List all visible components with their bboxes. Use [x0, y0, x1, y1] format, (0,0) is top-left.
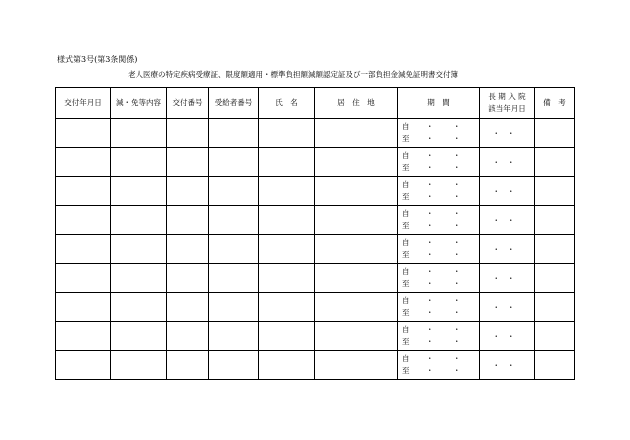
period-from-date-dots: ・ ・ [426, 354, 467, 363]
reduction-content-cell[interactable] [111, 322, 167, 351]
issue-date-cell[interactable] [56, 148, 111, 177]
issue-date-cell[interactable] [56, 177, 111, 206]
address-cell[interactable] [315, 119, 398, 148]
period-from-line [402, 179, 479, 191]
period-to-date-dots: ・ ・ [426, 163, 467, 172]
period-to-date-dots: ・ ・ [426, 221, 467, 230]
long-term-date-cell[interactable] [480, 148, 535, 177]
issue-date-cell[interactable] [56, 235, 111, 264]
period-cell[interactable] [398, 235, 480, 264]
period-from-label: 自 [402, 151, 410, 160]
period-from-line [402, 295, 479, 307]
period-to-line [402, 191, 479, 203]
issue-date-cell[interactable] [56, 351, 111, 380]
beneficiary-number-cell[interactable] [209, 206, 259, 235]
beneficiary-number-cell[interactable] [209, 264, 259, 293]
period-from-label: 自 [402, 238, 410, 247]
header-name: 氏 名 [259, 88, 315, 119]
long-term-date-dots: ・・ [492, 157, 522, 167]
table-row [56, 351, 575, 380]
issue-date-cell[interactable] [56, 264, 111, 293]
reduction-content-cell[interactable] [111, 177, 167, 206]
address-cell[interactable] [315, 206, 398, 235]
remarks-cell[interactable] [535, 293, 575, 322]
reduction-content-cell[interactable] [111, 148, 167, 177]
reduction-content-cell[interactable] [111, 235, 167, 264]
issuance-ledger-table [55, 87, 575, 380]
beneficiary-number-cell[interactable] [209, 177, 259, 206]
name-cell[interactable] [259, 177, 315, 206]
period-to-line [402, 365, 479, 377]
remarks-cell[interactable] [535, 322, 575, 351]
remarks-cell[interactable] [535, 177, 575, 206]
long-term-date-cell[interactable] [480, 119, 535, 148]
issue-number-cell[interactable] [167, 119, 209, 148]
table-row [56, 177, 575, 206]
ledger-body [56, 119, 575, 380]
remarks-cell[interactable] [535, 148, 575, 177]
long-term-date-dots: ・・ [492, 128, 522, 138]
long-term-date-dots: ・・ [492, 215, 522, 225]
header-remarks: 備 考 [535, 88, 575, 119]
period-from-line [402, 208, 479, 220]
long-term-date-cell[interactable] [480, 206, 535, 235]
issue-number-cell[interactable] [167, 264, 209, 293]
header-long-term-line2: 該当年月日 [488, 104, 526, 113]
period-from-label: 自 [402, 209, 410, 218]
period-to-date-dots: ・ ・ [426, 134, 467, 143]
remarks-cell[interactable] [535, 206, 575, 235]
period-cell[interactable] [398, 293, 480, 322]
issue-number-cell[interactable] [167, 322, 209, 351]
period-cell[interactable] [398, 119, 480, 148]
long-term-date-dots: ・・ [492, 331, 522, 341]
beneficiary-number-cell[interactable] [209, 322, 259, 351]
remarks-cell[interactable] [535, 119, 575, 148]
remarks-cell[interactable] [535, 264, 575, 293]
header-row [56, 88, 575, 119]
address-cell[interactable] [315, 293, 398, 322]
period-to-label: 至 [402, 308, 410, 317]
reduction-content-cell[interactable] [111, 293, 167, 322]
beneficiary-number-cell[interactable] [209, 235, 259, 264]
long-term-date-cell[interactable] [480, 293, 535, 322]
header-address: 居 住 地 [315, 88, 398, 119]
period-from-date-dots: ・ ・ [426, 180, 467, 189]
period-from-label: 自 [402, 122, 410, 131]
long-term-date-dots: ・・ [492, 360, 522, 370]
name-cell[interactable] [259, 235, 315, 264]
document-title: 老人医療の特定疾病受療証、限度額適用・標準負担額減額認定証及び一部負担金減免証明書交付簿 [128, 70, 458, 79]
period-to-date-dots: ・ ・ [426, 250, 467, 259]
period-to-label: 至 [402, 134, 410, 143]
header-beneficiary-number: 受給者番号 [209, 88, 259, 119]
period-from-date-dots: ・ ・ [426, 267, 467, 276]
form-number: 様式第3号(第3条関係) [57, 55, 138, 64]
beneficiary-number-cell[interactable] [209, 351, 259, 380]
period-from-line [402, 237, 479, 249]
period-from-label: 自 [402, 354, 410, 363]
period-from-line [402, 150, 479, 162]
long-term-date-dots: ・・ [492, 273, 522, 283]
period-to-label: 至 [402, 366, 410, 375]
issue-date-cell[interactable] [56, 119, 111, 148]
table-row [56, 235, 575, 264]
name-cell[interactable] [259, 322, 315, 351]
period-to-date-dots: ・ ・ [426, 366, 467, 375]
name-cell[interactable] [259, 119, 315, 148]
address-cell[interactable] [315, 322, 398, 351]
period-to-date-dots: ・ ・ [426, 308, 467, 317]
period-from-line [402, 121, 479, 133]
beneficiary-number-cell[interactable] [209, 293, 259, 322]
period-to-line [402, 336, 479, 348]
period-to-line [402, 249, 479, 261]
long-term-date-dots: ・・ [492, 244, 522, 254]
long-term-date-cell[interactable] [480, 322, 535, 351]
period-to-date-dots: ・ ・ [426, 337, 467, 346]
period-from-date-dots: ・ ・ [426, 296, 467, 305]
name-cell[interactable] [259, 351, 315, 380]
beneficiary-number-cell[interactable] [209, 119, 259, 148]
period-to-line [402, 278, 479, 290]
address-cell[interactable] [315, 351, 398, 380]
period-to-line [402, 162, 479, 174]
issue-date-cell[interactable] [56, 322, 111, 351]
table-row [56, 119, 575, 148]
period-from-date-dots: ・ ・ [426, 325, 467, 334]
address-cell[interactable] [315, 148, 398, 177]
period-to-label: 至 [402, 221, 410, 230]
period-cell[interactable] [398, 351, 480, 380]
period-cell[interactable] [398, 322, 480, 351]
issue-number-cell[interactable] [167, 177, 209, 206]
table-row [56, 206, 575, 235]
table-row [56, 293, 575, 322]
period-to-line [402, 307, 479, 319]
period-to-line [402, 220, 479, 232]
period-cell[interactable] [398, 206, 480, 235]
long-term-date-dots: ・・ [492, 302, 522, 312]
address-cell[interactable] [315, 235, 398, 264]
period-from-date-dots: ・ ・ [426, 238, 467, 247]
issue-number-cell[interactable] [167, 148, 209, 177]
name-cell[interactable] [259, 148, 315, 177]
header-issue-number: 交付番号 [167, 88, 209, 119]
issue-number-cell[interactable] [167, 351, 209, 380]
reduction-content-cell[interactable] [111, 264, 167, 293]
long-term-date-cell[interactable] [480, 235, 535, 264]
header-long-term [480, 88, 535, 119]
address-cell[interactable] [315, 177, 398, 206]
period-from-line [402, 353, 479, 365]
remarks-cell[interactable] [535, 235, 575, 264]
period-from-line [402, 324, 479, 336]
address-cell[interactable] [315, 264, 398, 293]
header-reduction-content: 減・免等内容 [111, 88, 167, 119]
period-from-date-dots: ・ ・ [426, 209, 467, 218]
long-term-date-cell[interactable] [480, 351, 535, 380]
period-from-label: 自 [402, 267, 410, 276]
period-to-label: 至 [402, 337, 410, 346]
period-to-label: 至 [402, 250, 410, 259]
period-to-line [402, 133, 479, 145]
issue-number-cell[interactable] [167, 206, 209, 235]
issue-number-cell[interactable] [167, 293, 209, 322]
name-cell[interactable] [259, 206, 315, 235]
long-term-date-cell[interactable] [480, 264, 535, 293]
table-row [56, 148, 575, 177]
beneficiary-number-cell[interactable] [209, 148, 259, 177]
table-row [56, 264, 575, 293]
period-to-label: 至 [402, 163, 410, 172]
reduction-content-cell[interactable] [111, 351, 167, 380]
reduction-content-cell[interactable] [111, 206, 167, 235]
long-term-date-cell[interactable] [480, 177, 535, 206]
period-from-date-dots: ・ ・ [426, 151, 467, 160]
period-cell[interactable] [398, 264, 480, 293]
remarks-cell[interactable] [535, 351, 575, 380]
issue-number-cell[interactable] [167, 235, 209, 264]
period-from-date-dots: ・ ・ [426, 122, 467, 131]
period-from-line [402, 266, 479, 278]
period-to-date-dots: ・ ・ [426, 192, 467, 201]
period-to-label: 至 [402, 192, 410, 201]
name-cell[interactable] [259, 264, 315, 293]
header-long-term-line1: 長 期 入 院 [488, 92, 526, 101]
issue-date-cell[interactable] [56, 206, 111, 235]
period-from-label: 自 [402, 180, 410, 189]
period-from-label: 自 [402, 296, 410, 305]
header-issue-date: 交付年月日 [56, 88, 111, 119]
period-cell[interactable] [398, 177, 480, 206]
long-term-date-dots: ・・ [492, 186, 522, 196]
period-to-date-dots: ・ ・ [426, 279, 467, 288]
table-row [56, 322, 575, 351]
period-to-label: 至 [402, 279, 410, 288]
name-cell[interactable] [259, 293, 315, 322]
reduction-content-cell[interactable] [111, 119, 167, 148]
period-from-label: 自 [402, 325, 410, 334]
period-cell[interactable] [398, 148, 480, 177]
issue-date-cell[interactable] [56, 293, 111, 322]
header-period: 期 間 [398, 88, 480, 119]
